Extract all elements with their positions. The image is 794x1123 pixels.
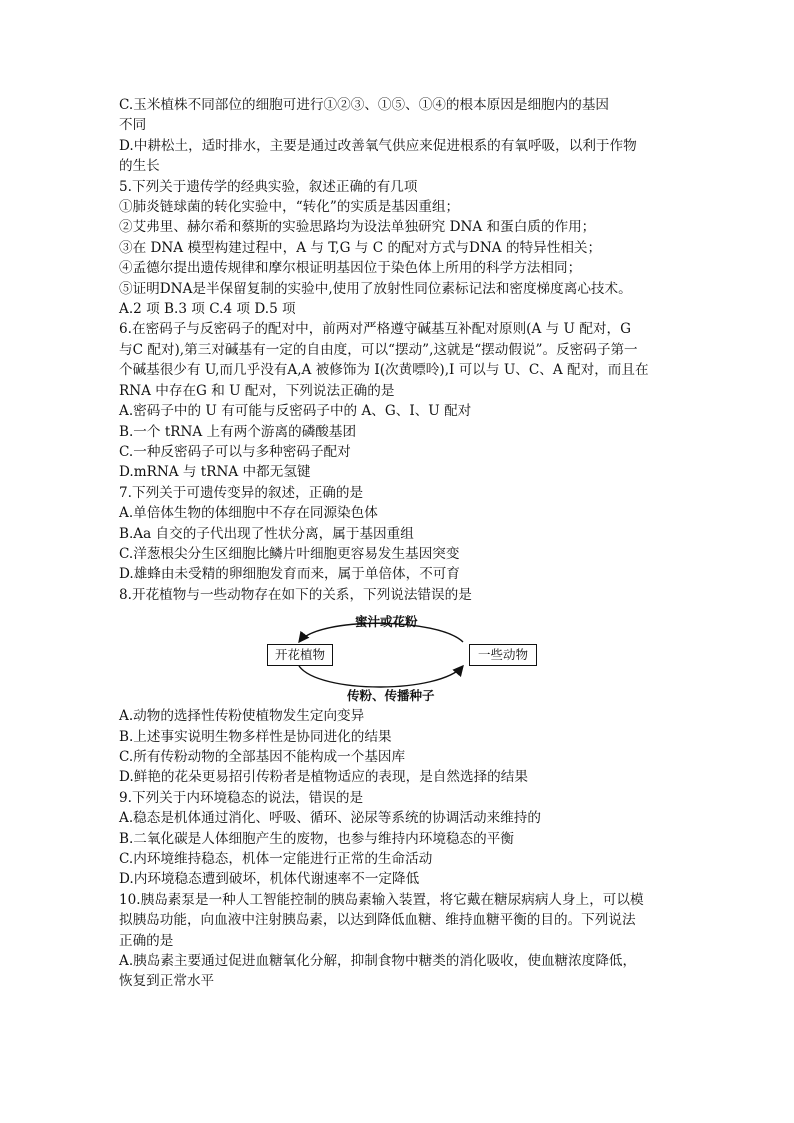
option-line: D.鲜艳的花朵更易招引传粉者是植物适应的表现，是自然选择的结果 (119, 769, 528, 786)
option-line: A.密码子中的 U 有可能与反密码子中的 A、G、I、U 配对 (119, 403, 472, 420)
text-line: D.中耕松土，适时排水，主要是通过改善氧气供应来促进根系的有氧呼吸，以利于作物 (119, 137, 637, 154)
text-line: ①肺炎链球菌的转化实验中，“转化”的实质是基因重组； (119, 199, 460, 216)
text-line: 恢复到正常水平 (119, 973, 215, 990)
plant-animal-diagram (119, 608, 679, 704)
text-line: 个碱基很少有 U,而几乎没有A,A 被修饰为 I(次黄嘌呤),I 可以与 U、C、A 配对，而且在 (119, 362, 649, 379)
text-line: 不同 (119, 117, 147, 134)
question-8-stem: 8.开花植物与一些动物存在如下的关系，下列说法错误的是 (119, 586, 472, 603)
diagram-top-label: 蜜汁或花粉 (355, 614, 418, 630)
option-line: B.二氧化碳是人体细胞产生的废物，也参与维持内环境稳态的平衡 (119, 830, 514, 847)
diagram-bottom-label: 传粉、传播种子 (347, 688, 435, 704)
text-block-before-diagram (119, 95, 679, 605)
option-line: A.动物的选择性传粉使植物发生定向变异 (119, 708, 365, 725)
option-line: D.内环境稳态遭到破坏，机体代谢速率不一定降低 (119, 871, 420, 888)
question-7-stem: 7.下列关于可遗传变异的叙述，正确的是 (119, 484, 364, 501)
question-6-stem: 6.在密码子与反密码子的配对中，前两对严格遵守碱基互补配对原则(A 与 U 配对，G (119, 321, 631, 338)
text-line: RNA 中存在G 和 U 配对，下列说法正确的是 (119, 382, 395, 399)
option-line: B.一个 tRNA 上有两个游离的磷酸基团 (119, 423, 357, 440)
text-line: 拟胰岛功能，向血液中注射胰岛素，以达到降低血糖、维持血糖平衡的目的。下列说法 (119, 912, 636, 929)
question-9-stem: 9.下列关于内环境稳态的说法，错误的是 (119, 789, 364, 806)
option-line: D.mRNA 与 tRNA 中都无氢键 (119, 464, 311, 481)
option-line: C.一种反密码子可以与多种密码子配对 (119, 443, 351, 460)
option-line: B.Aa 自交的子代出现了性状分离，属于基因重组 (119, 525, 414, 542)
text-line: 与C 配对),第三对碱基有一定的自由度，可以“摆动”,这就是“摆动假说”。反密码子第一 (119, 341, 638, 358)
option-line: A.单倍体生物的体细胞中不存在同源染色体 (119, 505, 378, 522)
text-line: ④孟德尔提出遗传规律和摩尔根证明基因位于染色体上所用的科学方法相同； (119, 260, 582, 277)
question-10-stem: 10.胰岛素泵是一种人工智能控制的胰岛素输入装置，将它戴在糖尿病病人身上，可以模 (119, 891, 644, 908)
option-line: A.胰岛素主要通过促进血糖氧化分解，抑制食物中糖类的消化吸收，使血糖浓度降低， (119, 953, 637, 970)
text-line: ⑤证明DNA是半保留复制的实验中,使用了放射性同位素标记法和密度梯度离心技术。 (119, 280, 632, 297)
question-5-options: A.2 项 B.3 项 C.4 项 D.5 项 (119, 301, 296, 318)
text-line: C.玉米植株不同部位的细胞可进行①②③、①⑤、①④的根本原因是细胞内的基因 (119, 97, 610, 113)
option-line: C.所有传粉动物的全部基因不能构成一个基因库 (119, 748, 406, 765)
document-page (119, 95, 679, 992)
text-line: ②艾弗里、赫尔希和蔡斯的实验思路均为设法单独研究 DNA 和蛋白质的作用； (119, 219, 596, 236)
question-5-stem: 5.下列关于遗传学的经典实验，叙述正确的有几项 (119, 178, 418, 195)
text-line: 的生长 (119, 158, 160, 175)
animal-box: 一些动物 (469, 644, 537, 666)
text-block-after-diagram (119, 706, 679, 992)
text-line: ③在 DNA 模型构建过程中，A 与 T,G 与 C 的配对方式与DNA 的特异性相关； (119, 239, 602, 256)
option-line: B.上述事实说明生物多样性是协同进化的结果 (119, 728, 392, 745)
text-line: 正确的是 (119, 932, 174, 949)
option-line: A.稳态是机体通过消化、呼吸、循环、泌尿等系统的协调活动来维持的 (119, 810, 541, 827)
option-line: C.内环境维持稳态，机体一定能进行正常的生命活动 (119, 851, 433, 867)
arrow-plant-to-animals (299, 666, 463, 687)
plant-box: 开花植物 (267, 644, 333, 666)
option-line: D.雄蜂由未受精的卵细胞发育而来，属于单倍体，不可育 (119, 566, 460, 583)
option-line: C.洋葱根尖分生区细胞比鳞片叶细胞更容易发生基因突变 (119, 545, 460, 562)
